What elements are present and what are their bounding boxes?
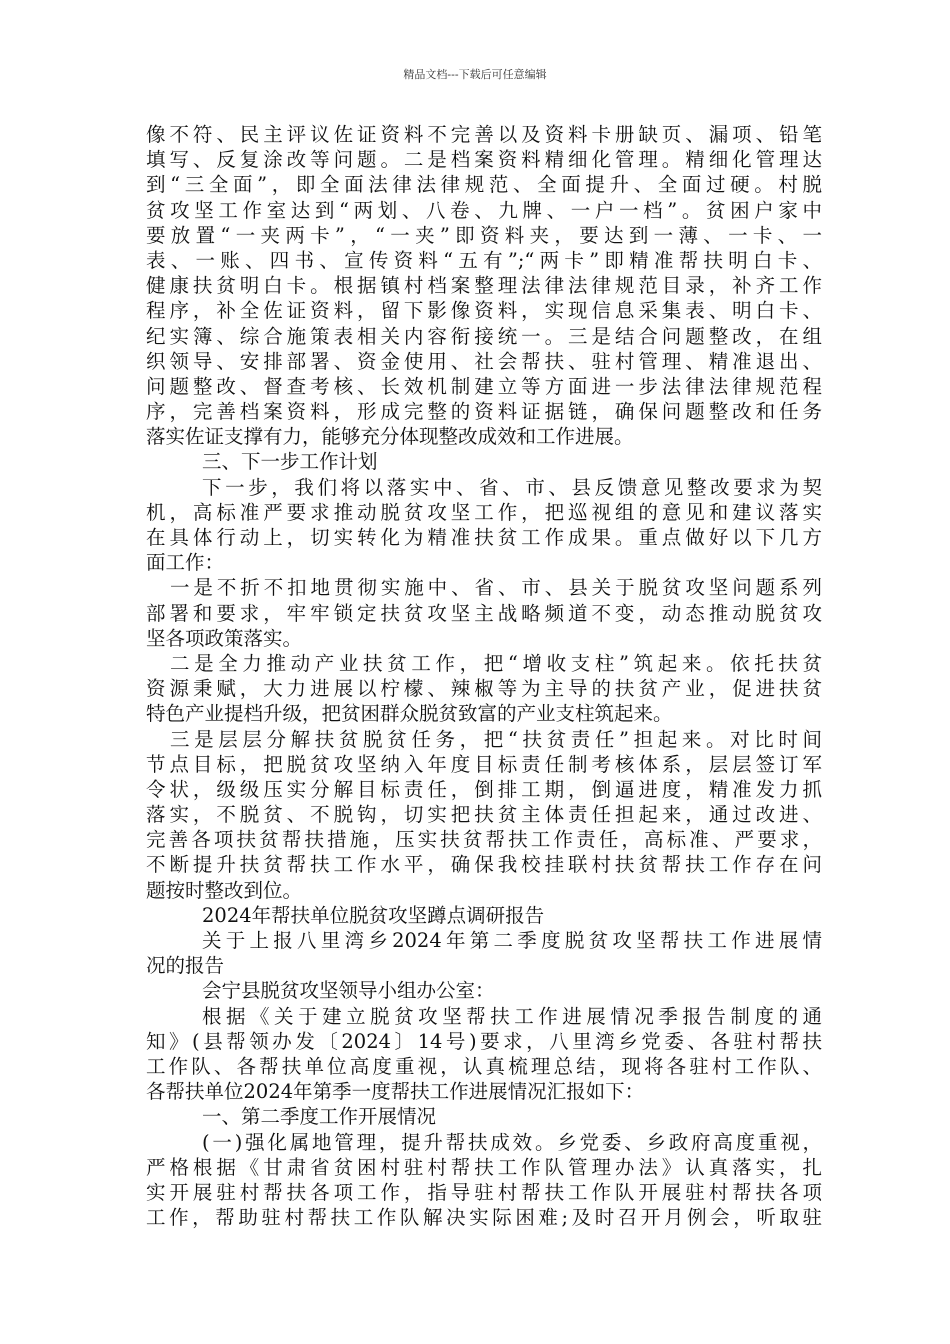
addressee: 会宁县脱贫攻坚领导小组办公室： [202,979,495,1003]
document-body [146,122,822,1230]
text-line: 表、一账、四书、宣传资料“五有”;“两卡”即精准帮扶明白卡、 [146,248,822,272]
text-line: 要放置“一夹两卡”，“一夹”即资料夹，要达到一薄、一卡、一 [146,223,822,247]
text-line: 到“三全面”，即全面法律法律规范、全面提升、全面过硬。村脱 [146,173,822,197]
text-line: 问题整改、督查考核、长效机制建立等方面进一步法律法律规范程 [146,374,822,398]
text-line: 资源秉赋，大力进展以柠檬、辣椒等为主导的扶贫产业，促进扶贫 [146,677,822,701]
text-line: 下一步，我们将以落实中、省、市、县反馈意见整改要求为契 [202,475,822,499]
text-line: 各帮扶单位2024年第季一度帮扶工作进展情况汇报如下： [146,1080,645,1104]
text-line: 在具体行动上，切实转化为精准扶贫工作成果。重点做好以下几方 [146,526,822,549]
text-line: 面工作： [146,551,225,575]
text-line: 序，完善档案资料，形成完整的资料证据链，确保问题整改和任务 [146,400,822,424]
text-line: 节点目标，把脱贫攻坚纳入年度目标责任制考核体系，层层签订军 [146,752,822,776]
text-line: (一)强化属地管理，提升帮扶成效。乡党委、乡政府高度重视， [202,1130,822,1154]
text-line: 程序，补全佐证资料，留下影像资料，实现信息采集表、明白卡、 [146,299,822,323]
text-line: 题按时整改到位。 [146,878,303,902]
report-subtitle: 关于上报八里湾乡2024年第二季度脱贫攻坚帮扶工作进展情 [202,929,822,952]
report-title: 2024年帮扶单位脱贫攻坚蹲点调研报告 [202,903,545,927]
section-heading: 一、第二季度工作开展情况 [202,1105,437,1129]
text-line: 健康扶贫明白卡。根据镇村档案整理法律法律规范目录，补齐工作 [146,274,822,298]
text-line: 完善各项扶贫帮扶措施，压实扶贫帮扶工作责任，高标准、严要求， [146,828,822,852]
text-line: 部署和要求，牢牢锁定扶贫攻坚主战略频道不变，动态推动脱贫攻 [146,601,822,625]
text-line: 令状，级级压实分解目标责任，倒排工期，倒逼进度，精准发力抓 [146,777,822,801]
section-heading: 三、下一步工作计划 [202,450,378,474]
text-line: 知》(县帮领办发〔2024〕14号)要求，八里湾乡党委、各驻村帮扶 [146,1029,822,1053]
text-line: 织领导、安排部署、资金使用、社会帮扶、驻村管理、精准退出、 [146,349,822,373]
text-line: 根据《关于建立脱贫攻坚帮扶工作进展情况季报告制度的通 [202,1004,822,1028]
text-line: 一是不折不扣地贯彻实施中、省、市、县关于脱贫攻坚问题系列 [170,576,822,600]
text-line: 严格根据《甘肃省贫困村驻村帮扶工作队管理办法》认真落实，扎 [146,1155,822,1179]
text-line: 机，高标准严要求推动脱贫攻坚工作，把巡视组的意见和建议落实 [146,500,822,524]
text-line: 贫攻坚工作室达到“两划、八卷、九牌、一户一档”。贫困户家中 [146,198,822,222]
text-line: 工作队、各帮扶单位高度重视，认真梳理总结，现将各驻村工作队、 [146,1054,822,1078]
text-line: 落实佐证支撑有力，能够充分体现整改成效和工作进展。 [146,425,634,449]
text-line: 二是全力推动产业扶贫工作，把“增收支柱”筑起来。依托扶贫 [170,651,822,675]
text-line: 像不符、民主评议佐证资料不完善以及资料卡册缺页、漏项、铅笔 [146,123,822,146]
text-line: 工作，帮助驻村帮扶工作队解决实际困难;及时召开月例会，听取驻 [146,1206,822,1230]
text-line: 落实，不脱贫、不脱钩，切实把扶贫主体责任担起来，通过改进、 [146,803,822,827]
report-subtitle: 况的报告 [146,954,225,978]
text-line: 不断提升扶贫帮扶工作水平，确保我校挂联村扶贫帮扶工作存在问 [146,853,822,877]
text-line: 坚各项政策落实。 [146,626,303,650]
text-line: 三是层层分解扶贫脱贫任务，把“扶贫责任”担起来。对比时间 [170,727,822,751]
text-line: 填写、反复涂改等问题。二是档案资料精细化管理。精细化管理达 [146,148,822,172]
text-line: 特色产业提档升级，把贫困群众脱贫致富的产业支柱筑起来。 [146,702,673,726]
page-header: 精品文档---下载后可任意编辑 [403,68,547,81]
text-line: 纪实簿、综合施策表相关内容衔接统一。三是结合问题整改，在组 [146,324,822,348]
text-line: 实开展驻村帮扶各项工作，指导驻村帮扶工作队开展驻村帮扶各项 [146,1180,822,1204]
